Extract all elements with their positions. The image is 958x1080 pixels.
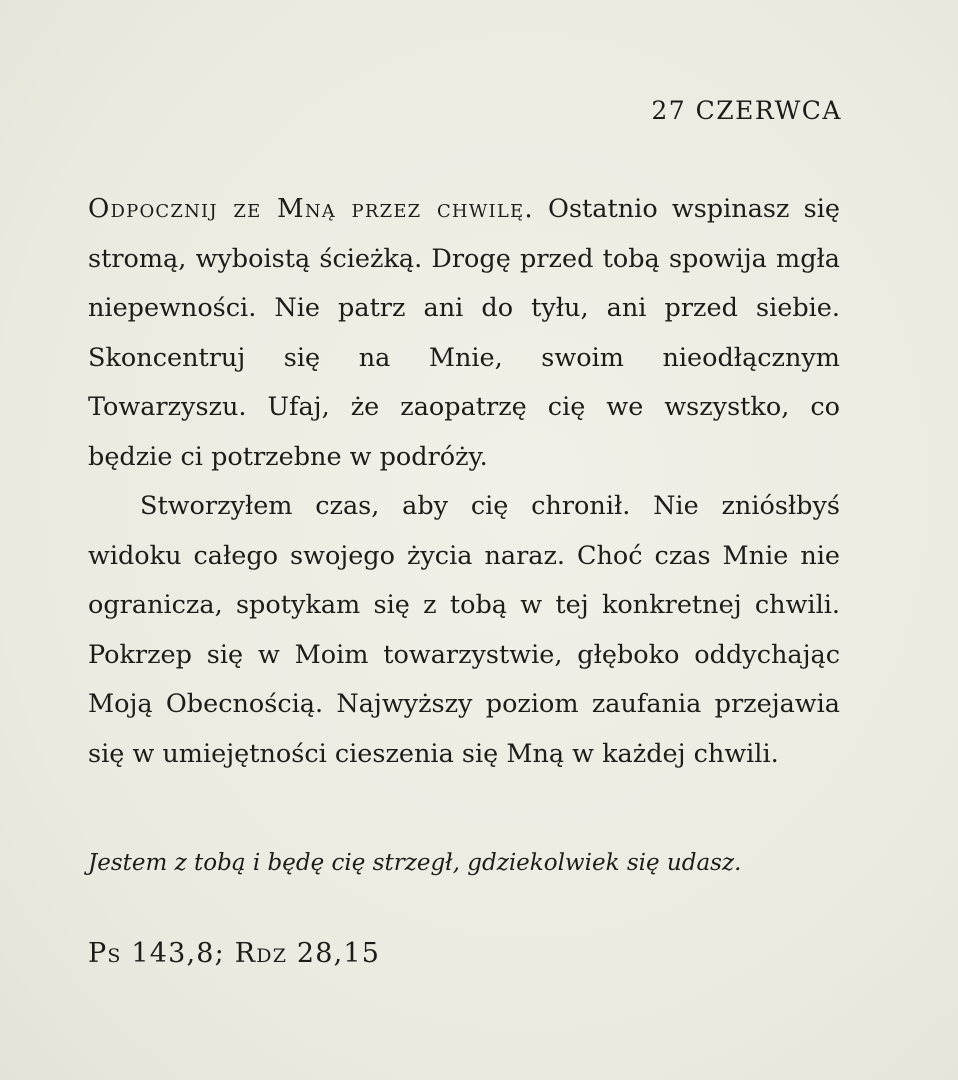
closing-quote: Jestem z tobą i będę cię strzegł, gdziekolwiek się udasz. <box>88 850 742 876</box>
paragraph-1-lead: Odpocznij ze Mną przez chwilę. <box>88 194 534 224</box>
paragraph-1-text: Ostatnio wspinasz się stromą, wyboistą ścieżką. Drogę przed tobą spowija mgła niepewności. Nie patrz ani do tyłu, ani przed siebie. Skoncentruj się na Mnie, swoim nieodłącznym Towarzyszu. Ufaj, że zaopatrzę cię we wszystko, co będzie ci potrzebne w podróży. <box>88 194 840 472</box>
page-date-heading: 27 CZERWCA <box>651 96 842 125</box>
scripture-references: Ps 143,8; Rdz 28,15 <box>88 938 381 969</box>
devotional-body <box>88 185 840 779</box>
paragraph-2: Stworzyłem czas, aby cię chronił. Nie zniósłbyś widoku całego swojego życia naraz. Choć czas Mnie nie ogranicza, spotykam się z tobą w tej konkretnej chwili. Pokrzep się w Moim towarzystwie, głęboko oddychając Moją Obecnością. Najwyższy poziom zaufania przejawia się w umiejętności cieszenia się Mną w każdej chwili. <box>88 491 840 769</box>
paragraph-1 <box>88 185 840 482</box>
